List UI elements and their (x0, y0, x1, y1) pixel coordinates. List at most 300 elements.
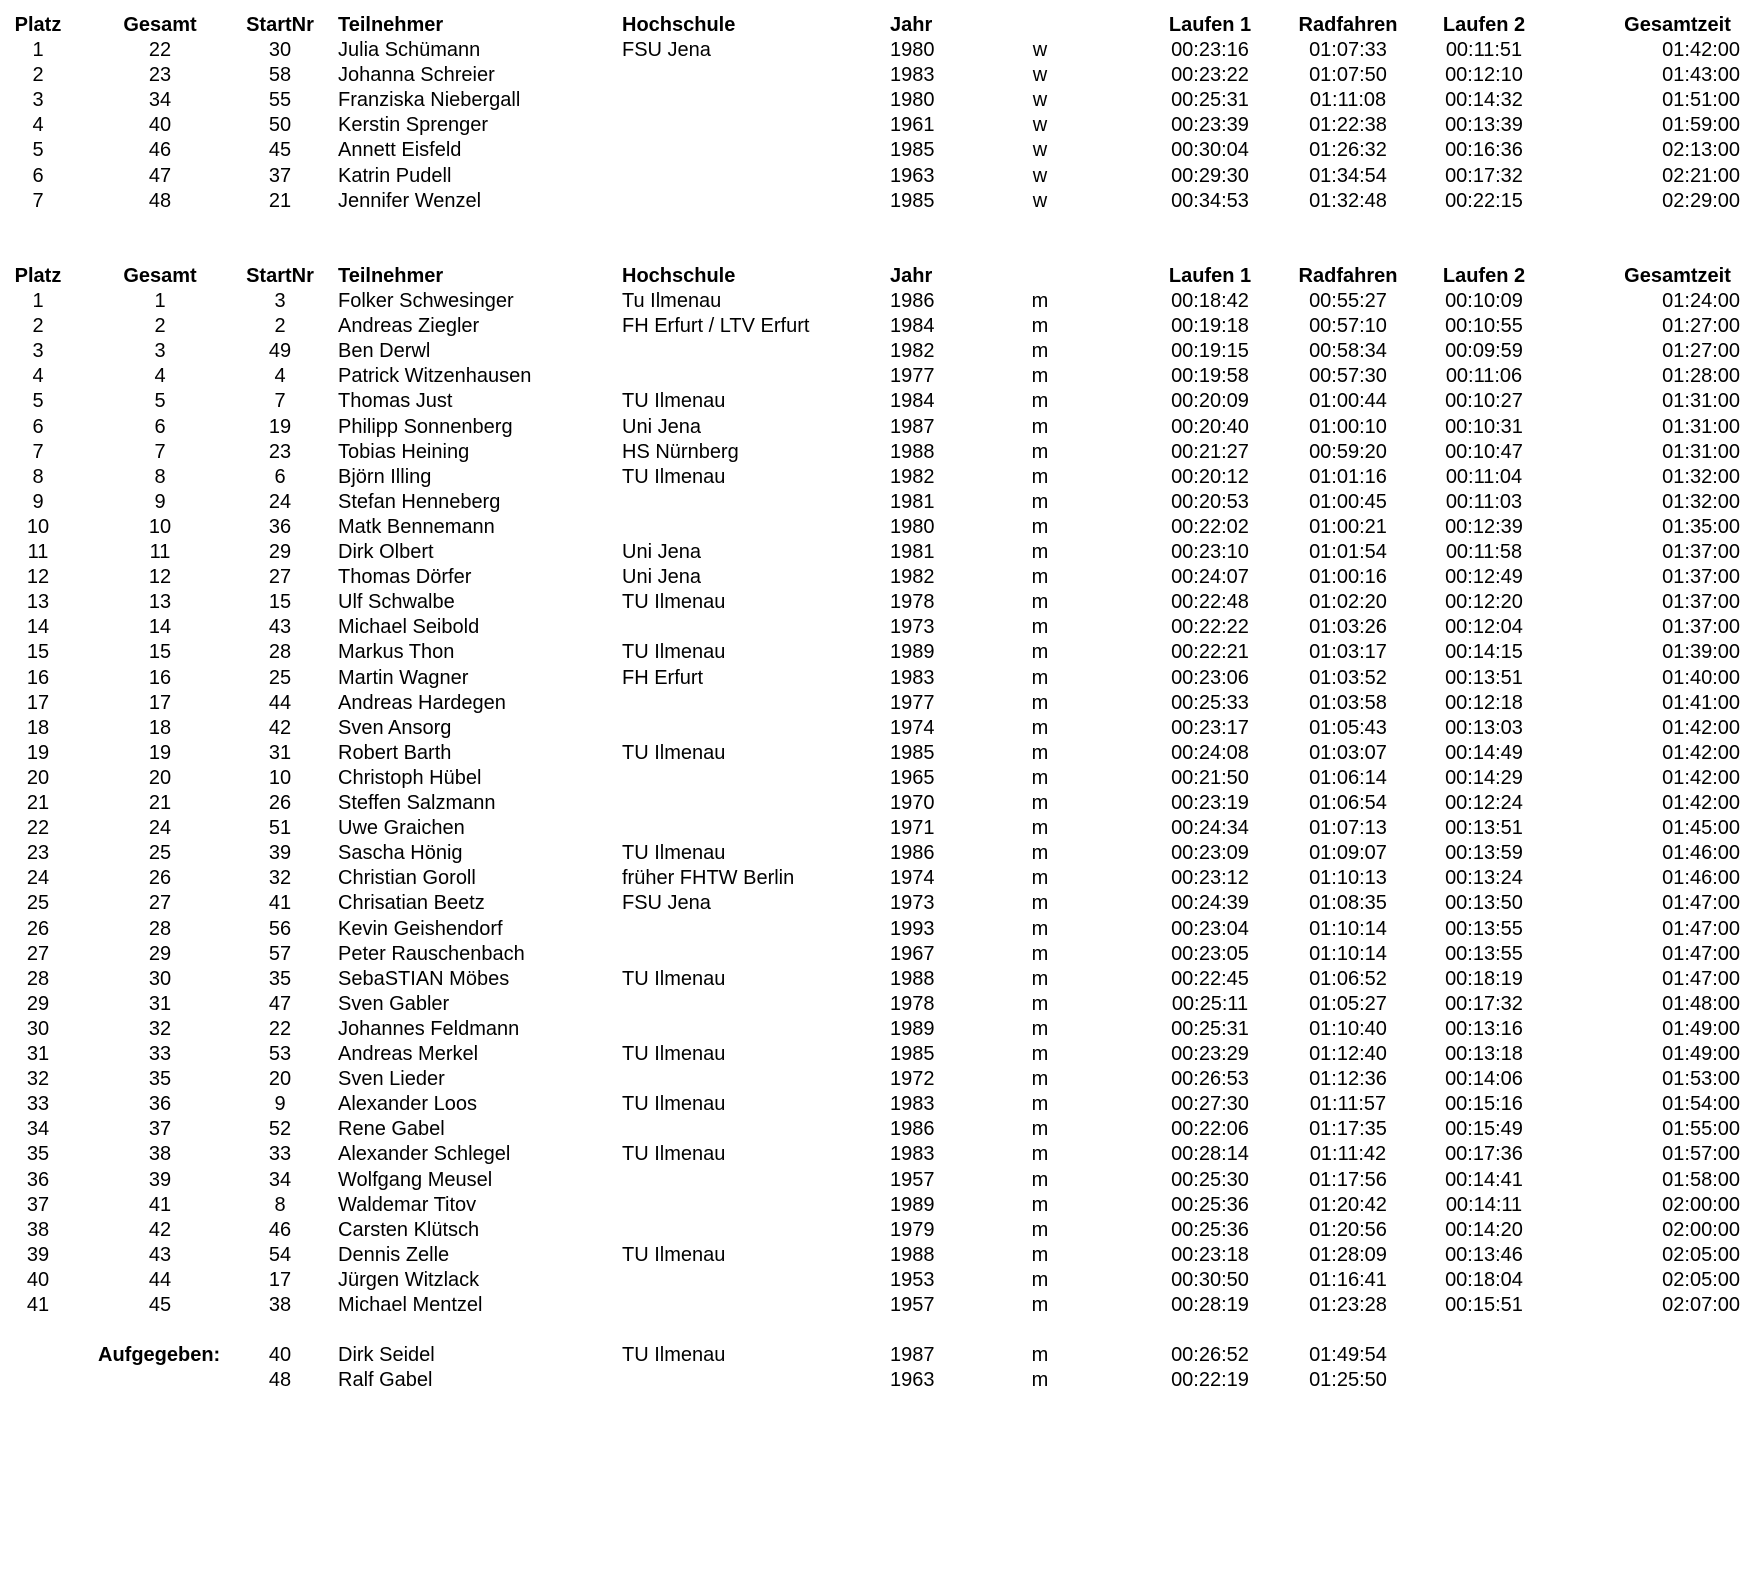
men-row (0, 1191, 1750, 1219)
cell-jahr: 1978 (890, 992, 935, 1015)
cell-radfahren: 01:11:57 (1309, 1093, 1387, 1116)
cell-gesamt: 38 (148, 1143, 172, 1166)
cell-platz: 18 (26, 716, 50, 739)
cell-hochschule: früher FHTW Berlin (622, 867, 795, 890)
cell-gesamt: 7 (154, 440, 166, 463)
cell-teilnehmer: SebaSTIAN Möbes (338, 967, 510, 990)
cell-radfahren: 01:34:54 (1309, 164, 1387, 187)
cell-platz: 13 (26, 591, 50, 614)
cell-laufen-2: 00:12:24 (1445, 792, 1523, 814)
men-row (0, 664, 1750, 692)
cell-laufen-2: 00:12:18 (1445, 691, 1523, 714)
cell-radfahren: 01:00:21 (1309, 515, 1387, 538)
cell-startnr: 24 (268, 490, 292, 513)
cell-platz: 26 (26, 917, 50, 940)
cell-teilnehmer: Johanna Schreier (338, 64, 495, 87)
cell-geschlecht: w (1032, 39, 1048, 61)
cell-platz: 30 (26, 1017, 50, 1040)
cell-teilnehmer: Michael Seibold (338, 616, 480, 639)
cell-jahr: 1986 (890, 290, 935, 312)
cell-laufen-1: 00:21:27 (1171, 440, 1249, 463)
cell-teilnehmer: Annett Eisfeld (338, 139, 462, 162)
cell-geschlecht: w (1032, 64, 1048, 87)
header-row-men (0, 262, 1750, 290)
cell-laufen-1: 00:23:06 (1171, 666, 1249, 689)
cell-teilnehmer: Jennifer Wenzel (338, 189, 482, 212)
cell-hochschule: TU Ilmenau (622, 741, 726, 764)
cell-laufen-2: 00:13:50 (1445, 892, 1523, 915)
cell-gesamtzeit: 01:42:00 (1662, 766, 1740, 789)
cell-jahr: 1971 (890, 817, 935, 840)
men-row (0, 287, 1750, 315)
cell-radfahren: 01:10:13 (1309, 867, 1387, 890)
women-row (0, 86, 1750, 114)
cell-laufen-2: 00:12:04 (1445, 616, 1523, 639)
cell-hochschule: Tu Ilmenau (622, 290, 722, 312)
cell-radfahren: 01:07:13 (1309, 817, 1387, 840)
cell-jahr: 1986 (890, 842, 935, 865)
cell-gesamt: 10 (148, 515, 172, 538)
cell-laufen-1: 00:30:50 (1171, 1268, 1249, 1291)
cell-gesamt: 33 (148, 1043, 172, 1065)
cell-laufen-1: 00:23:39 (1171, 114, 1249, 137)
women-row (0, 162, 1750, 190)
cell-gesamtzeit: 01:39:00 (1662, 641, 1740, 664)
cell-startnr: 57 (268, 942, 292, 965)
cell-hochschule: FH Erfurt (622, 666, 704, 689)
cell-laufen-1: 00:19:58 (1171, 365, 1249, 388)
cell-startnr: 47 (268, 992, 292, 1015)
cell-startnr: 43 (268, 616, 292, 639)
cell-geschlecht: m (1031, 892, 1049, 915)
cell-hochschule: TU Ilmenau (622, 1043, 726, 1065)
header-radfahren: Radfahren (1298, 265, 1398, 287)
cell-radfahren: 01:28:09 (1309, 1243, 1387, 1266)
cell-laufen-2: 00:11:06 (1445, 365, 1523, 388)
cell-jahr: 1989 (890, 641, 935, 664)
cell-platz: 5 (32, 139, 44, 162)
cell-laufen-1: 00:26:53 (1171, 1068, 1249, 1091)
men-row (0, 613, 1750, 641)
cell-laufen-1: 00:23:10 (1171, 541, 1249, 563)
cell-laufen-1: 00:25:31 (1171, 89, 1249, 112)
cell-gesamt: 13 (148, 591, 172, 614)
cell-geschlecht: m (1031, 1268, 1049, 1291)
cell-platz: 41 (26, 1294, 50, 1316)
cell-platz: 37 (26, 1193, 50, 1216)
cell-geschlecht: m (1031, 1344, 1049, 1366)
cell-radfahren: 01:01:16 (1309, 465, 1387, 488)
cell-laufen-2: 00:14:15 (1445, 641, 1523, 664)
cell-radfahren: 01:03:17 (1309, 641, 1387, 664)
cell-laufen-2: 00:16:36 (1445, 139, 1523, 162)
cell-gesamtzeit: 01:42:00 (1662, 39, 1740, 61)
cell-gesamt: 35 (148, 1068, 172, 1091)
cell-teilnehmer: Kevin Geishendorf (338, 917, 503, 940)
cell-laufen-1: 00:27:30 (1171, 1093, 1249, 1116)
cell-gesamt: 47 (148, 164, 172, 187)
cell-teilnehmer: Andreas Merkel (338, 1043, 479, 1065)
cell-gesamt: 46 (148, 139, 172, 162)
cell-laufen-1: 00:29:30 (1171, 164, 1249, 187)
cell-teilnehmer: Andreas Ziegler (338, 315, 480, 338)
header-platz: Platz (14, 14, 62, 36)
cell-startnr: 44 (268, 691, 292, 714)
cell-startnr: 53 (268, 1043, 292, 1065)
cell-gesamt: 42 (148, 1218, 172, 1241)
cell-laufen-1: 00:23:17 (1171, 716, 1249, 739)
cell-gesamtzeit: 01:54:00 (1662, 1093, 1740, 1116)
cell-radfahren: 01:03:52 (1309, 666, 1387, 689)
cell-gesamtzeit: 02:13:00 (1662, 139, 1740, 162)
cell-gesamtzeit: 01:59:00 (1662, 114, 1740, 137)
cell-gesamt: 1 (154, 290, 166, 312)
men-row (0, 312, 1750, 340)
cell-gesamtzeit: 01:37:00 (1662, 541, 1740, 563)
cell-platz: 25 (26, 892, 50, 915)
cell-geschlecht: m (1031, 365, 1049, 388)
aufgegeben-label: Aufgegeben: (98, 1344, 221, 1366)
cell-jahr: 1973 (890, 616, 935, 639)
men-row (0, 463, 1750, 491)
cell-geschlecht: m (1031, 917, 1049, 940)
cell-jahr: 1981 (890, 490, 935, 513)
cell-laufen-2: 00:11:51 (1445, 39, 1523, 61)
cell-platz: 23 (26, 842, 50, 865)
header-hochschule: Hochschule (622, 14, 736, 36)
cell-hochschule: Uni Jena (622, 415, 701, 438)
cell-geschlecht: m (1031, 817, 1049, 840)
cell-jahr: 1982 (890, 566, 935, 589)
cell-gesamt: 22 (148, 39, 172, 61)
cell-platz: 36 (26, 1168, 50, 1191)
cell-platz: 40 (26, 1268, 50, 1291)
cell-startnr: 22 (268, 1017, 292, 1040)
cell-gesamt: 5 (154, 390, 166, 413)
cell-startnr: 31 (268, 741, 292, 764)
cell-platz: 35 (26, 1143, 50, 1166)
cell-teilnehmer: Andreas Hardegen (338, 691, 506, 714)
men-row (0, 990, 1750, 1018)
cell-radfahren: 01:12:36 (1309, 1068, 1387, 1091)
cell-laufen-1: 00:22:48 (1171, 591, 1249, 614)
cell-gesamtzeit: 01:46:00 (1662, 867, 1740, 890)
cell-geschlecht: w (1032, 89, 1048, 112)
cell-gesamt: 21 (148, 792, 172, 814)
cell-startnr: 19 (268, 415, 292, 438)
cell-gesamtzeit: 01:47:00 (1662, 917, 1740, 940)
cell-radfahren: 01:10:14 (1309, 942, 1387, 965)
cell-gesamtzeit: 02:00:00 (1662, 1193, 1740, 1216)
cell-jahr: 1993 (890, 917, 935, 940)
cell-gesamt: 27 (148, 892, 172, 915)
cell-radfahren: 01:10:14 (1309, 917, 1387, 940)
cell-laufen-1: 00:22:06 (1171, 1118, 1249, 1141)
cell-geschlecht: m (1031, 716, 1049, 739)
men-row (0, 1241, 1750, 1269)
cell-platz: 5 (32, 390, 44, 413)
cell-gesamtzeit: 01:31:00 (1662, 440, 1740, 463)
cell-gesamt: 39 (148, 1168, 172, 1191)
cell-gesamt: 41 (148, 1193, 172, 1216)
cell-laufen-2: 00:17:36 (1445, 1143, 1523, 1166)
men-row (0, 1015, 1750, 1043)
cell-teilnehmer: Carsten Klütsch (338, 1218, 480, 1241)
cell-laufen-2: 00:13:39 (1445, 114, 1523, 137)
cell-gesamtzeit: 01:37:00 (1662, 566, 1740, 589)
cell-teilnehmer: Sven Gabler (338, 992, 450, 1015)
cell-startnr: 56 (268, 917, 292, 940)
cell-geschlecht: m (1031, 541, 1049, 563)
cell-laufen-1: 00:19:18 (1171, 315, 1249, 338)
cell-platz: 28 (26, 967, 50, 990)
cell-laufen-1: 00:22:22 (1171, 616, 1249, 639)
cell-hochschule: TU Ilmenau (622, 842, 726, 865)
cell-jahr: 1989 (890, 1017, 935, 1040)
cell-teilnehmer: Steffen Salzmann (338, 792, 496, 814)
header-hochschule: Hochschule (622, 265, 736, 287)
cell-teilnehmer: Sascha Hönig (338, 842, 463, 865)
cell-gesamtzeit: 01:24:00 (1662, 290, 1740, 312)
cell-jahr: 1989 (890, 1193, 935, 1216)
cell-gesamt: 14 (148, 616, 172, 639)
cell-geschlecht: m (1031, 340, 1049, 363)
cell-radfahren: 01:32:48 (1309, 189, 1387, 212)
cell-laufen-1: 00:23:22 (1171, 64, 1249, 87)
cell-radfahren: 01:20:56 (1309, 1218, 1387, 1241)
men-row (0, 488, 1750, 516)
cell-startnr: 48 (268, 1369, 292, 1392)
cell-laufen-2: 00:10:09 (1445, 290, 1523, 312)
cell-jahr: 1985 (890, 139, 935, 162)
cell-laufen-2: 00:14:29 (1445, 766, 1523, 789)
cell-startnr: 21 (268, 189, 292, 212)
cell-laufen-2: 00:13:55 (1445, 917, 1523, 940)
cell-geschlecht: m (1031, 1143, 1049, 1166)
cell-radfahren: 01:12:40 (1309, 1043, 1387, 1065)
cell-radfahren: 01:06:14 (1309, 766, 1387, 789)
cell-radfahren: 01:26:32 (1309, 139, 1387, 162)
cell-platz: 3 (32, 340, 44, 363)
men-row (0, 864, 1750, 892)
cell-platz: 9 (32, 490, 44, 513)
cell-radfahren: 00:55:27 (1309, 290, 1387, 312)
cell-startnr: 39 (268, 842, 292, 865)
cell-teilnehmer: Philipp Sonnenberg (338, 415, 513, 438)
cell-jahr: 1957 (890, 1294, 935, 1316)
cell-geschlecht: m (1031, 490, 1049, 513)
cell-startnr: 23 (268, 440, 292, 463)
men-row (0, 588, 1750, 616)
cell-startnr: 40 (268, 1344, 292, 1366)
cell-teilnehmer: Tobias Heining (338, 440, 470, 463)
cell-teilnehmer: Kerstin Sprenger (338, 114, 489, 137)
cell-jahr: 1981 (890, 541, 935, 563)
cell-teilnehmer: Robert Barth (338, 741, 452, 764)
cell-gesamtzeit: 02:21:00 (1662, 164, 1740, 187)
cell-radfahren: 01:07:50 (1309, 64, 1387, 87)
cell-geschlecht: m (1031, 1294, 1049, 1316)
cell-laufen-1: 00:26:52 (1171, 1344, 1249, 1366)
cell-gesamt: 6 (154, 415, 166, 438)
cell-laufen-2: 00:13:51 (1445, 666, 1523, 689)
cell-gesamt: 30 (148, 967, 172, 990)
men-row (0, 1065, 1750, 1093)
cell-geschlecht: m (1031, 1218, 1049, 1241)
cell-teilnehmer: Johannes Feldmann (338, 1017, 520, 1040)
cell-platz: 1 (32, 39, 44, 61)
cell-geschlecht: m (1031, 1068, 1049, 1091)
cell-gesamt: 2 (154, 315, 166, 338)
cell-jahr: 1983 (890, 1093, 935, 1116)
header-platz: Platz (14, 265, 62, 287)
cell-jahr: 1965 (890, 766, 935, 789)
cell-gesamtzeit: 01:32:00 (1662, 465, 1740, 488)
cell-radfahren: 01:07:33 (1309, 39, 1387, 61)
cell-laufen-1: 00:23:29 (1171, 1043, 1249, 1065)
cell-jahr: 1983 (890, 1143, 935, 1166)
cell-laufen-2: 00:13:51 (1445, 817, 1523, 840)
cell-startnr: 34 (268, 1168, 292, 1191)
cell-radfahren: 01:00:10 (1309, 415, 1387, 438)
cell-startnr: 55 (268, 89, 292, 112)
cell-radfahren: 01:08:35 (1309, 892, 1387, 915)
cell-radfahren: 01:06:54 (1309, 792, 1387, 814)
cell-jahr: 1974 (890, 716, 935, 739)
cell-hochschule: TU Ilmenau (622, 967, 726, 990)
men-row (0, 563, 1750, 591)
cell-radfahren: 01:22:38 (1309, 114, 1387, 137)
cell-radfahren: 00:57:30 (1309, 365, 1387, 388)
cell-laufen-2: 00:13:03 (1445, 716, 1523, 739)
cell-laufen-2: 00:15:16 (1445, 1093, 1523, 1116)
cell-startnr: 28 (268, 641, 292, 664)
cell-gesamtzeit: 01:40:00 (1662, 666, 1740, 689)
cell-laufen-2: 00:18:19 (1445, 967, 1523, 990)
cell-platz: 6 (32, 415, 44, 438)
cell-laufen-1: 00:23:16 (1171, 39, 1249, 61)
cell-gesamt: 36 (148, 1093, 172, 1116)
cell-gesamt: 31 (148, 992, 172, 1015)
cell-startnr: 51 (268, 817, 292, 840)
cell-jahr: 1985 (890, 1043, 935, 1065)
cell-radfahren: 01:23:28 (1309, 1294, 1387, 1316)
cell-startnr: 26 (268, 792, 292, 814)
cell-teilnehmer: Ulf Schwalbe (338, 591, 455, 614)
cell-laufen-1: 00:21:50 (1171, 766, 1249, 789)
cell-platz: 22 (26, 817, 50, 840)
cell-platz: 12 (26, 566, 50, 589)
cell-laufen-2: 00:10:47 (1445, 440, 1523, 463)
cell-gesamtzeit: 01:27:00 (1662, 340, 1740, 363)
cell-jahr: 1984 (890, 315, 935, 338)
men-row (0, 1216, 1750, 1244)
cell-geschlecht: m (1031, 1168, 1049, 1191)
cell-jahr: 1963 (890, 164, 935, 187)
header-laufen-1: Laufen 1 (1168, 14, 1252, 36)
cell-teilnehmer: Dirk Seidel (338, 1344, 435, 1366)
cell-hochschule: Uni Jena (622, 541, 701, 563)
cell-teilnehmer: Folker Schwesinger (338, 290, 514, 312)
cell-gesamt: 20 (148, 766, 172, 789)
cell-laufen-2: 00:09:59 (1445, 340, 1523, 363)
header-startnr: StartNr (246, 265, 314, 287)
cell-jahr: 1957 (890, 1168, 935, 1191)
cell-geschlecht: m (1031, 315, 1049, 338)
men-row (0, 387, 1750, 415)
cell-hochschule: TU Ilmenau (622, 1344, 726, 1366)
cell-gesamt: 18 (148, 716, 172, 739)
cell-gesamtzeit: 01:49:00 (1662, 1017, 1740, 1040)
cell-laufen-1: 00:19:15 (1171, 340, 1249, 363)
cell-laufen-2: 00:18:04 (1445, 1268, 1523, 1291)
men-row (0, 438, 1750, 466)
cell-gesamt: 24 (148, 817, 172, 840)
cell-hochschule: TU Ilmenau (622, 1093, 726, 1116)
cell-radfahren: 01:03:58 (1309, 691, 1387, 714)
cell-gesamtzeit: 01:41:00 (1662, 691, 1740, 714)
cell-startnr: 6 (274, 465, 286, 488)
cell-teilnehmer: Stefan Henneberg (338, 490, 501, 513)
cell-laufen-2: 00:13:46 (1445, 1243, 1523, 1266)
cell-geschlecht: m (1031, 1093, 1049, 1116)
cell-geschlecht: m (1031, 290, 1049, 312)
cell-teilnehmer: Thomas Dörfer (338, 566, 472, 589)
cell-gesamt: 8 (154, 465, 166, 488)
men-row (0, 1166, 1750, 1194)
cell-teilnehmer: Katrin Pudell (338, 164, 452, 187)
cell-hochschule: Uni Jena (622, 566, 701, 589)
cell-radfahren: 01:17:35 (1309, 1118, 1387, 1141)
cell-teilnehmer: Sven Lieder (338, 1068, 445, 1091)
cell-radfahren: 01:20:42 (1309, 1193, 1387, 1216)
cell-teilnehmer: Björn Illing (338, 465, 432, 488)
cell-jahr: 1983 (890, 64, 935, 87)
cell-laufen-1: 00:20:12 (1171, 465, 1249, 488)
cell-geschlecht: m (1031, 741, 1049, 764)
cell-platz: 4 (32, 114, 44, 137)
women-row (0, 111, 1750, 139)
cell-jahr: 1980 (890, 89, 935, 112)
cell-teilnehmer: Chrisatian Beetz (338, 892, 485, 915)
men-row (0, 714, 1750, 742)
cell-startnr: 33 (268, 1143, 292, 1166)
cell-platz: 31 (26, 1043, 50, 1065)
cell-platz: 39 (26, 1243, 50, 1266)
men-row (0, 638, 1750, 666)
cell-hochschule: FSU Jena (622, 39, 711, 61)
cell-laufen-2: 00:10:31 (1445, 415, 1523, 438)
cell-startnr: 58 (268, 64, 292, 87)
cell-laufen-2: 00:17:32 (1445, 164, 1523, 187)
cell-geschlecht: m (1031, 1369, 1049, 1392)
cell-hochschule: TU Ilmenau (622, 465, 726, 488)
cell-gesamtzeit: 01:47:00 (1662, 892, 1740, 915)
cell-gesamtzeit: 01:57:00 (1662, 1143, 1740, 1166)
men-row (0, 1115, 1750, 1143)
cell-radfahren: 01:03:26 (1309, 616, 1387, 639)
cell-platz: 20 (26, 766, 50, 789)
cell-geschlecht: m (1031, 1193, 1049, 1216)
cell-laufen-2: 00:13:59 (1445, 842, 1523, 865)
cell-gesamtzeit: 01:58:00 (1662, 1168, 1740, 1191)
cell-gesamtzeit: 01:32:00 (1662, 490, 1740, 513)
cell-geschlecht: m (1031, 792, 1049, 814)
header-gesamtzeit: Gesamtzeit (1624, 14, 1731, 36)
cell-laufen-2: 00:10:55 (1445, 315, 1523, 338)
cell-geschlecht: m (1031, 1017, 1049, 1040)
cell-gesamt: 19 (148, 741, 172, 764)
